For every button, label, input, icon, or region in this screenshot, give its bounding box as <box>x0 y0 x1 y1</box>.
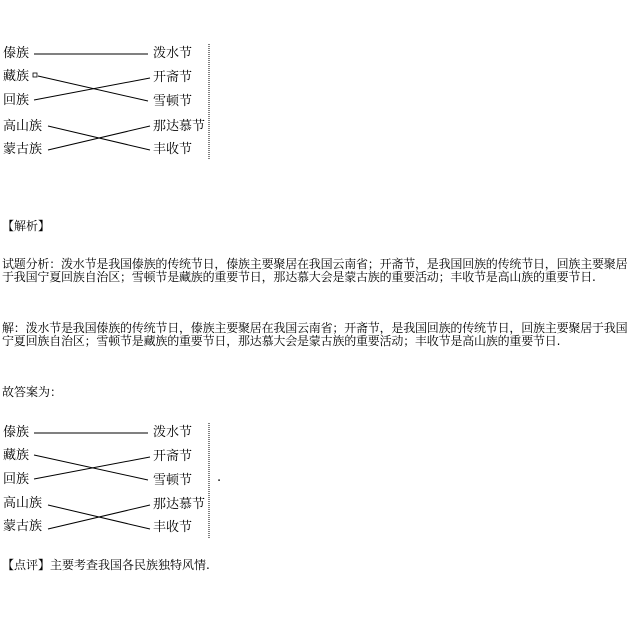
answer-left-item-mongol: 蒙古族 <box>3 519 43 534</box>
line-hui-eid <box>34 78 150 100</box>
answer-right-item-water-festival: 泼水节 <box>153 425 193 440</box>
analysis-heading: 【解析】 <box>2 219 51 233</box>
right-item-shoton: 雪顿节 <box>153 94 193 109</box>
analysis-paragraph: 试题分析：泼水节是我国傣族的传统节日，傣族主要聚居在我国云南省；开斋节，是我国回族的传统节日，回族主要聚居于我国宁夏回族自治区；雪顿节是藏族的重要节日，那达慕大会是蒙古族的重要活动；丰收节是高山族的重要节日. <box>2 257 628 284</box>
answer-right-item-naadam: 那达慕节 <box>153 497 206 512</box>
right-item-water-festival: 泼水节 <box>153 46 193 61</box>
right-item-naadam: 那达慕节 <box>153 119 206 134</box>
left-item-hui: 回族 <box>3 93 30 108</box>
left-item-mongol: 蒙古族 <box>3 142 43 157</box>
answer-intro: 故答案为： <box>2 385 63 399</box>
answer-right-item-shoton: 雪顿节 <box>153 473 193 488</box>
answer-line-hui-eid <box>34 457 150 479</box>
right-item-eid: 开斋节 <box>153 70 193 85</box>
answer-right-item-eid: 开斋节 <box>153 449 193 464</box>
answer-right-item-harvest: 丰收节 <box>153 520 193 535</box>
answer-left-item-hui: 回族 <box>3 472 30 487</box>
left-item-gaoshan: 高山族 <box>3 119 43 134</box>
question-matching-diagram <box>0 42 215 159</box>
comment-paragraph: 【点评】主要考查我国各民族独特风情. <box>2 558 210 572</box>
left-item-dai: 傣族 <box>3 46 30 61</box>
answer-period: . <box>217 470 222 485</box>
left-item-tibetan: 藏族 <box>3 69 30 84</box>
answer-left-item-gaoshan: 高山族 <box>3 496 43 511</box>
connector-dot <box>33 73 37 77</box>
answer-matching-diagram <box>0 421 215 538</box>
right-item-harvest: 丰收节 <box>153 142 193 157</box>
answer-left-item-dai: 傣族 <box>3 425 30 440</box>
solution-paragraph: 解：泼水节是我国傣族的传统节日，傣族主要聚居在我国云南省；开斋节，是我国回族的传统节日，回族主要聚居于我国宁夏回族自治区；雪顿节是藏族的重要节日，那达慕大会是蒙古族的重要活动；丰收节是高山族的重要节日. <box>2 321 628 348</box>
answer-left-item-tibetan: 藏族 <box>3 448 30 463</box>
